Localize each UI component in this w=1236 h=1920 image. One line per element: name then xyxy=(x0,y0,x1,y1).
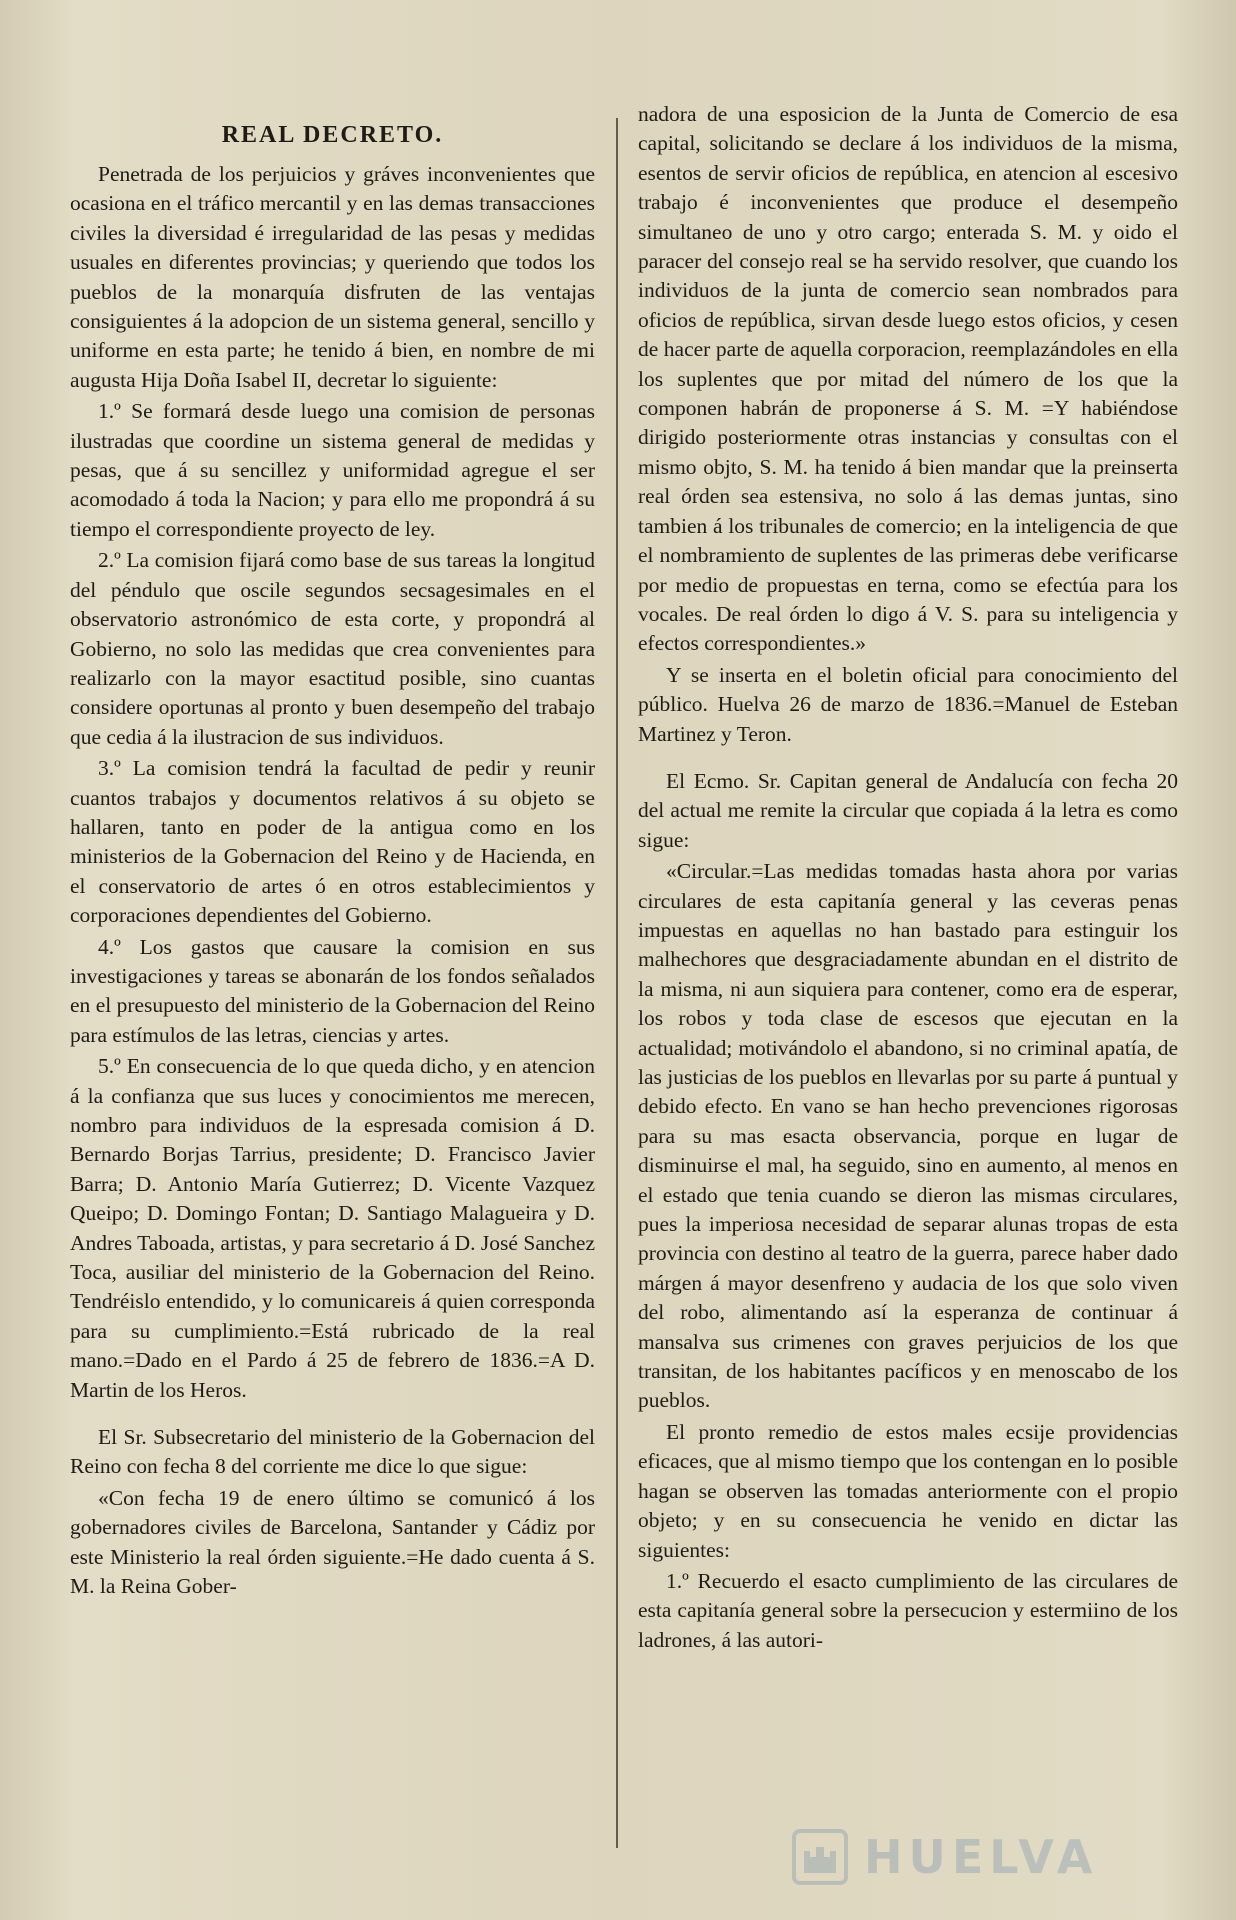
paragraph: «Con fecha 19 de enero último se comunicó á los gobernadores civiles de Barcelona, Santander y Cádiz por este Ministerio la real órden siguiente.=He dado cuenta á S. M. la Reina Gober- xyxy=(70,1485,595,1599)
column-divider xyxy=(616,118,618,1848)
library-watermark xyxy=(790,1822,1150,1892)
paragraph: El Ecmo. Sr. Capitan general de Andalucía con fecha 20 del actual me remite la circular que copiada á la letra es como sigue: xyxy=(638,768,1178,852)
paragraph: nadora de una esposicion de la Junta de Comercio de esa capital, solicitando se declare á los individuos de la misma, esentos de servir oficios de república, en atencion al escesivo trabajo é inconvenientes que produce el desempeño simultaneo de uno y otro cargo; enterada S. M. y oido el paracer del consejo real se ha servido resolver, que cuando los individuos de la junta de comercio sean nombrados para oficios de república, sirvan desde luego estos oficios, y cesen de hacer parte de aquella corporacion, reemplazándoles en ella los suplentes que por mitad del número de los que la componen habrán de proponerse á S. M. =Y habiéndose dirigido posteriormente otras instancias y consultas con el mismo objto, S. M. ha tenido á bien mandar que la preinserta real órden sea estensiva, no solo á las demas juntas, sino tambien á los tribunales de comercio; en la inteligencia de que el nombramiento de suplentes de las primeras debe verificarse por medio de propuestas en terna, como se efectúa para los vocales. De real órden lo digo á V. S. para su inteligencia y efectos correspondientes.» xyxy=(638,102,1178,656)
paragraph: 1.º Recuerdo el esacto cumplimiento de las circulares de esta capitanía general sobre la persecucion y estermiino de los ladrones, á las autori- xyxy=(638,1568,1178,1652)
section-gap xyxy=(638,751,1178,767)
paragraph: 4.º Los gastos que causare la comision en sus investigaciones y tareas se abonarán de los fondos señalados en el presupuesto del ministerio de la Gobernacion del Reino para estímulos de las letras, ciencias y artes. xyxy=(70,934,595,1047)
left-column xyxy=(70,120,595,1890)
castle-emblem-icon xyxy=(790,1827,850,1887)
paragraph: 2.º La comision fijará como base de sus tareas la longitud del péndulo que oscile segundos secsagesimales en el observatorio astronómico de esta corte, y propondrá al Gobierno, no solo las medidas que crea convenientes para realizarlo con la mayor esactitud posible, sino cuantas considere oportunas al pronto y buen desempeño del trabajo que cedia á la ilustracion de sus individuos. xyxy=(70,548,595,749)
paragraph: El pronto remedio de estos males ecsije providencias eficaces, que al mismo tiempo que los contengan en lo posible hagan se observen las tomadas anteriormente con el propio objeto; y en su consecuencia he venido en dictar las siguientes: xyxy=(638,1419,1178,1562)
paragraph: 3.º La comision tendrá la facultad de pedir y reunir cuantos trabajos y documentos relativos á su objeto se hallaren, tanto en poder de la antigua como en los ministerios de la Gobernacion del Reino y de Hacienda, en el conservatorio de artes ó en otros establecimientos y corporaciones dependientes del Gobierno. xyxy=(70,756,595,928)
watermark-text: HUELVA xyxy=(864,1830,1099,1884)
paragraph: El Sr. Subsecretario del ministerio de la Gobernacion del Reino con fecha 8 del corriente me dice lo que sigue: xyxy=(70,1425,595,1479)
decree-title: REAL DECRETO. xyxy=(221,122,444,148)
signature-paragraph: Y se inserta en el boletin oficial para conocimiento del público. Huelva 26 de marzo de 1836.=Manuel de Esteban Martinez y Teron. xyxy=(638,662,1178,746)
paragraph: Penetrada de los perjuicios y gráves inconvenientes que ocasiona en el tráfico mercantil y en las demas transacciones civiles la diversidad é irregularidad de las pesas y medidas usuales en diferentes provincias; y queriendo que todos los pueblos de la monarquía disfruten de las ventajas consiguientes á la adopcion de un sistema general, sencillo y uniforme en esta parte; he tenido á bien, en nombre de mi augusta Hija Doña Isabel II, decretar lo siguiente: xyxy=(70,162,595,392)
section-gap xyxy=(70,1407,595,1423)
paragraph: «Circular.=Las medidas tomadas hasta ahora por varias circulares de esta capitanía general y las ceveras penas impuestas en aquellas no han bastado para estinguir los malhechores que desgraciadamente abundan en el distrito de la misma, ni aun siquiera para contener, como era de esperar, los robos y toda clase de escesos que ejecutan en la actualidad; motivándolo el abandono, si no criminal apatía, de las justicias de los pueblos en llevarlas por su parte á puntual y debido efecto. En vano se han hecho prevenciones rigorosas para su mas esacta observancia, porque en lugar de disminuirse el mal, ha seguido, sino en aumento, al menos en el estado que tenia cuando se dieron las mismas circulares, pues la imperiosa necesidad de separar alunas tropas de esta provincia con destino al teatro de la guerra, parece haber dado márgen á mayor desenfreno y audacia de los que solo viven del robo, alimentando así la esperanza de continuar á mansalva sus crimenes con graves perjuicios de los que transitan, de los habitantes pacíficos y en menoscabo de los pueblos. xyxy=(638,859,1178,1413)
paragraph: 1.º Se formará desde luego una comision de personas ilustradas que coordine un sistema general de medidas y pesas, que á su sencillez y uniformidad agregue el ser acomodado á toda la Nacion; y para ello me propondrá á su tiempo el correspondiente proyecto de ley. xyxy=(70,399,595,541)
paragraph: 5.º En consecuencia de lo que queda dicho, y en atencion á la confianza que sus luces y conocimientos me merecen, nombro para individuos de la espresada comision á D. Bernardo Borjas Tarrius, presidente; D. Francisco Javier Barra; D. Antonio María Gutierrez; D. Vicente Vazquez Queipo; D. Domingo Fontan; D. Santiago Malagueira y D. Andres Taboada, artistas, y para secretario á D. José Sanchez Toca, ausiliar del ministerio de la Gobernacion del Reino. Tendréislo entendido, y lo comunicareis á quien corresponda para su cumplimiento.=Está rubricado de la real mano.=Dado en el Pardo á 25 de febrero de 1836.=A D. Martin de los Heros. xyxy=(70,1054,595,1402)
right-column xyxy=(638,100,1178,1890)
